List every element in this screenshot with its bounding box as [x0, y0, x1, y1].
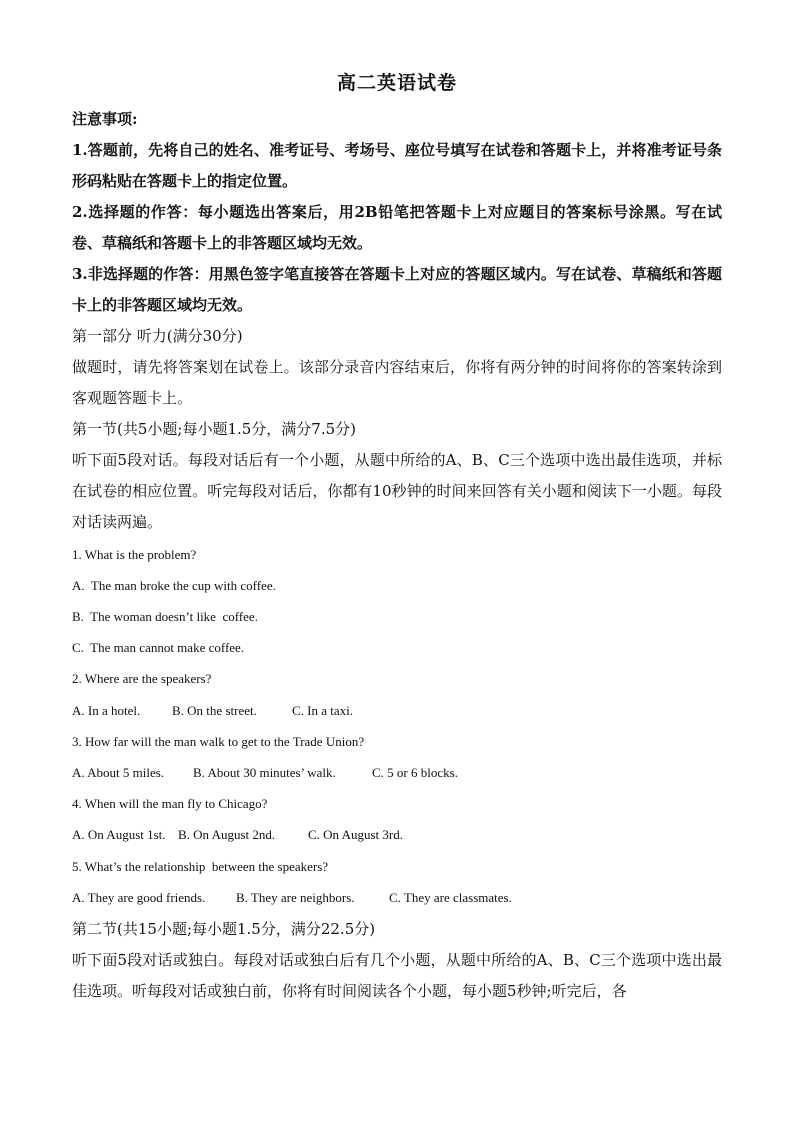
question-4-option-b: B. On August 2nd.: [178, 827, 276, 842]
question-4-options: [72, 826, 722, 844]
question-5-option-b: B. They are neighbors.: [236, 890, 355, 905]
question-3: 3. How far will the man walk to get to the Trade Union?: [72, 734, 365, 749]
question-3-option-c: C. 5 or 6 blocks.: [372, 765, 458, 780]
exam-page: [72, 0, 722, 1123]
question-4: 4. When will the man fly to Chicago?: [72, 796, 268, 811]
question-1: 1. What is the problem?: [72, 547, 197, 562]
section2-instruction: 听下面5段对话或独白。每段对话或独白后有几个小题，从题中所给的A、B、C三个选项中选出最佳选项。听每段对话或独白前，你将有时间阅读各个小题，每小题5秒钟;听完后，各: [72, 951, 722, 1000]
part1-heading: 第一部分 听力(满分30分): [72, 327, 243, 345]
section1-heading: 第一节(共5小题;每小题1.5分，满分7.5分): [72, 420, 357, 438]
question-2-option-b: B. On the street.: [172, 703, 257, 718]
section1-instruction: 听下面5段对话。每段对话后有一个小题，从题中所给的A、B、C三个选项中选出最佳选项，并标在试卷的相应位置。听完每段对话后，你都有10秒钟的时间来回答有关小题和阅读下一小题。每段对话读两遍。: [72, 451, 722, 531]
question-2: 2. Where are the speakers?: [72, 671, 212, 686]
notice-heading: 注意事项:: [72, 110, 138, 128]
question-5: 5. What’s the relationship between the speakers?: [72, 859, 329, 874]
question-3-option-a: A. About 5 miles.: [72, 765, 165, 780]
section2-heading: 第二节(共15小题;每小题1.5分，满分22.5分): [72, 920, 376, 938]
question-1-option-a: A. The man broke the cup with coffee.: [72, 578, 276, 593]
exam-title: 高二英语试卷: [336, 72, 457, 94]
part1-instruction: 做题时，请先将答案划在试卷上。该部分录音内容结束后，你将有两分钟的时间将你的答案转涂到客观题答题卡上。: [72, 358, 722, 407]
question-1-option-b: B. The woman doesn’t like coffee.: [72, 609, 258, 624]
question-3-options: [72, 764, 722, 782]
question-2-options: [72, 702, 722, 720]
question-4-option-c: C. On August 3rd.: [308, 827, 403, 842]
notice-item-2: 2.选择题的作答：每小题选出答案后，用2B铅笔把答题卡上对应题目的答案标号涂黑。写在试卷、草稿纸和答题卡上的非答题区域均无效。: [72, 203, 722, 252]
question-5-option-a: A. They are good friends.: [72, 890, 206, 905]
question-2-option-c: C. In a taxi.: [292, 703, 354, 718]
question-2-option-a: A. In a hotel.: [72, 703, 141, 718]
question-5-options: [72, 889, 722, 907]
question-1-option-c: C. The man cannot make coffee.: [72, 640, 245, 655]
question-4-option-a: A. On August 1st.: [72, 827, 166, 842]
question-3-option-b: B. About 30 minutes’ walk.: [193, 765, 336, 780]
notice-item-1: 1.答题前，先将自己的姓名、准考证号、考场号、座位号填写在试卷和答题卡上，并将准考证号条形码粘贴在答题卡上的指定位置。: [72, 141, 722, 190]
question-5-option-c: C. They are classmates.: [389, 890, 512, 905]
notice-item-3: 3.非选择题的作答：用黑色签字笔直接答在答题卡上对应的答题区域内。写在试卷、草稿纸和答题卡上的非答题区域均无效。: [72, 265, 722, 314]
